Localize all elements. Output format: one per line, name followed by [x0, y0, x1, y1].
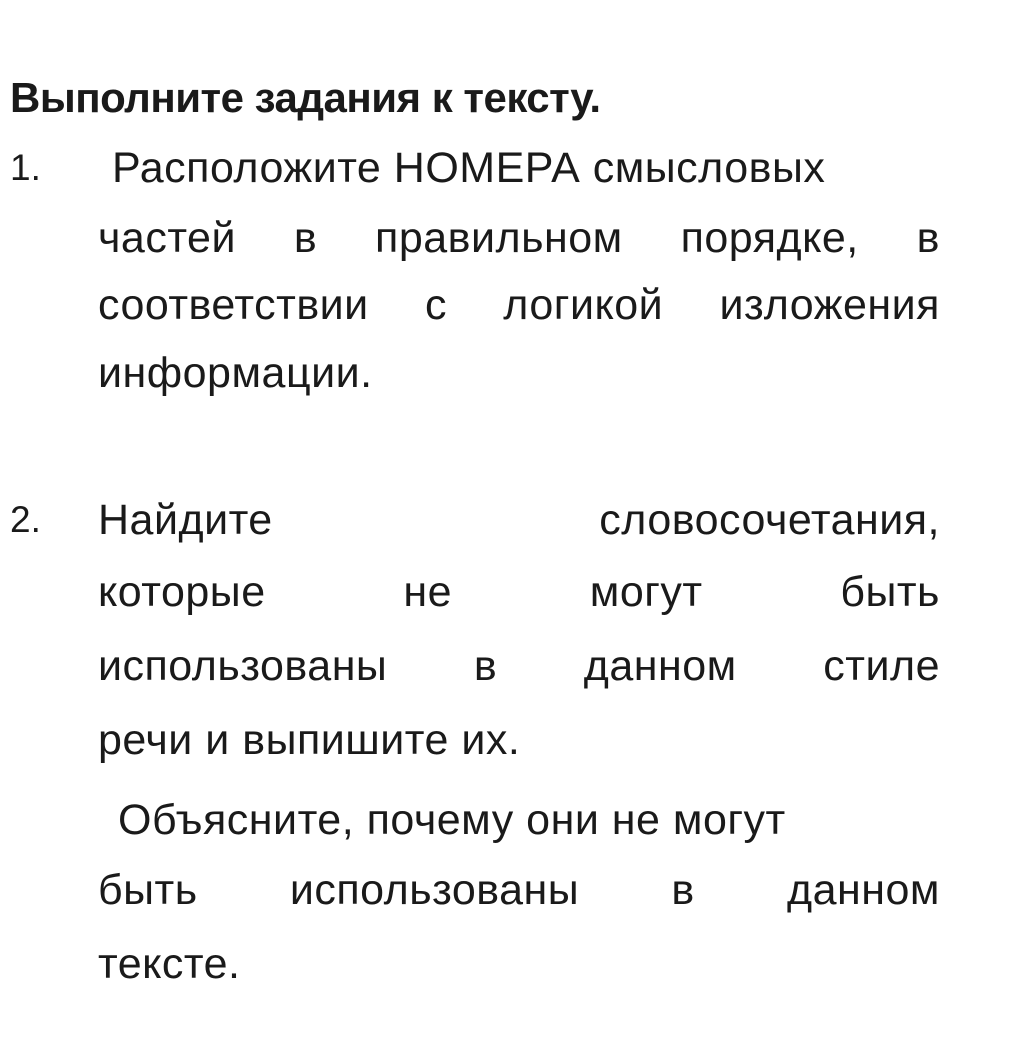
task-2-line-2 — [98, 562, 940, 622]
task-1-line-3 — [98, 275, 940, 335]
word: не — [403, 568, 453, 616]
task-2-line-5 — [118, 790, 940, 850]
word: в — [671, 866, 695, 914]
word: быть — [98, 866, 198, 914]
word: в — [293, 214, 318, 262]
word: стиле — [823, 642, 940, 690]
word: использованы — [289, 866, 580, 914]
page-title: Выполните задания к тексту. — [10, 74, 601, 121]
word: изложения — [719, 281, 940, 329]
word: могут — [589, 568, 703, 616]
word: речи и выпишите их. — [98, 716, 521, 764]
task-2-line-1 — [98, 490, 940, 550]
word: правильном — [375, 214, 623, 262]
word: логикой — [503, 281, 664, 329]
word: частей — [98, 214, 236, 262]
task-2-line-6 — [98, 860, 940, 920]
word: порядке, — [680, 214, 859, 262]
word: которые — [98, 568, 266, 616]
word: Расположите НОМЕРА смысловых — [112, 144, 826, 192]
word: Объясните, почему они не могут — [118, 796, 786, 844]
word: информации. — [98, 349, 373, 397]
task-1-line-2 — [98, 208, 940, 268]
task-1-line-4 — [98, 343, 940, 403]
word: словосочетания, — [599, 496, 940, 544]
task-1-line-1 — [112, 138, 940, 198]
word: Найдите — [98, 496, 273, 544]
task-1-number: 1. — [10, 147, 41, 188]
word: тексте. — [98, 940, 241, 988]
word: в — [473, 642, 498, 690]
word: с — [424, 281, 447, 329]
word: данном — [786, 866, 940, 914]
word: соответствии — [98, 281, 369, 329]
task-2-line-7 — [98, 934, 940, 994]
word: в — [916, 214, 940, 262]
word: быть — [840, 568, 940, 616]
task-2-number: 2. — [10, 499, 41, 540]
task-2-line-3 — [98, 636, 940, 696]
word: данном — [583, 642, 737, 690]
task-2-line-4 — [98, 710, 940, 770]
word: использованы — [98, 642, 388, 690]
